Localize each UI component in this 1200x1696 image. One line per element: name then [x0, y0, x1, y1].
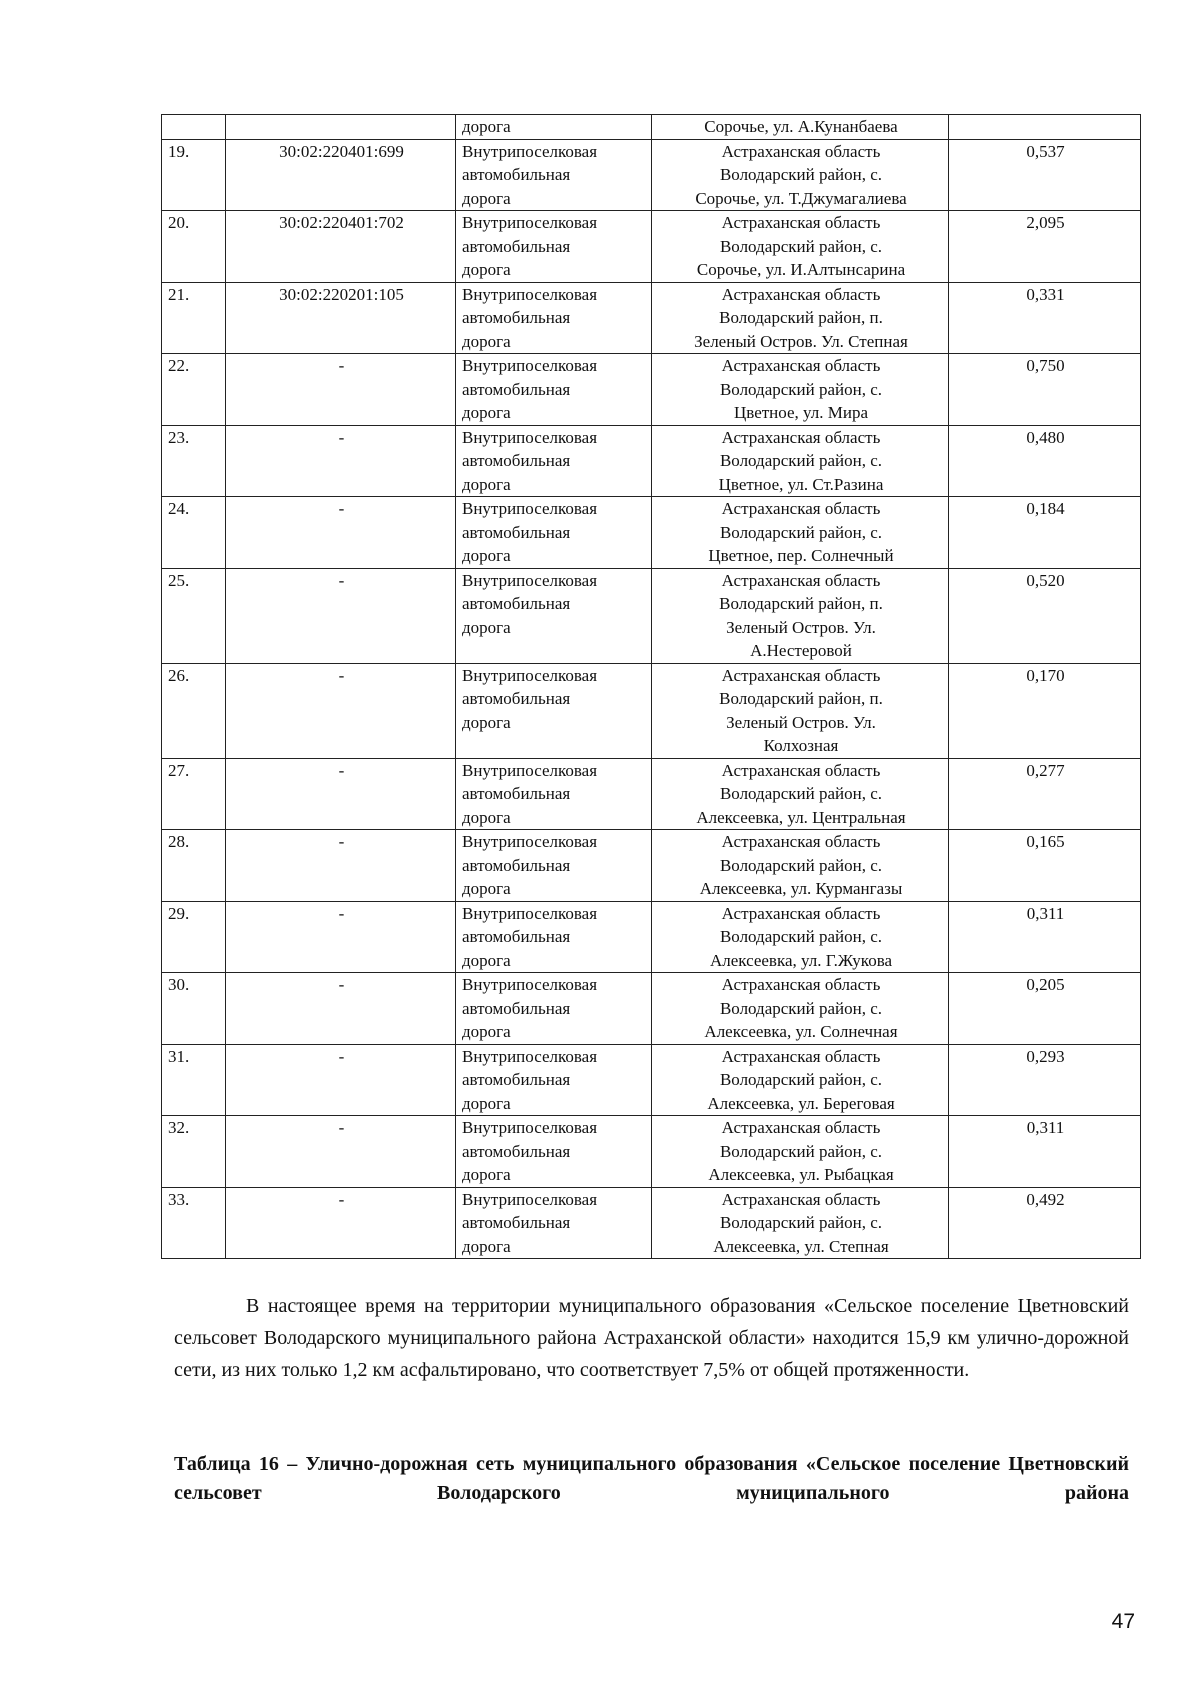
road-type-cell: [456, 568, 652, 663]
row-number-cell: 32.: [162, 1116, 226, 1188]
road-type-cell-line: автомобильная: [462, 855, 571, 875]
road-type-cell-line: автомобильная: [462, 165, 571, 184]
row-number-cell: 33.: [162, 1187, 226, 1259]
cadastral-number-cell: 30:02:220401:702: [226, 211, 456, 283]
address-cell-line: Астраханская область: [721, 903, 881, 923]
road-type-cell-line: автомобильная: [462, 927, 571, 946]
address-cell-line: Астраханская область: [721, 356, 881, 375]
address-cell: [652, 354, 949, 426]
roads-table: [161, 114, 1141, 1259]
address-cell: [652, 282, 949, 354]
row-number-cell: 23.: [162, 425, 226, 497]
cadastral-number-cell: 30:02:220401:699: [226, 139, 456, 211]
address-cell-line: Алексеевка, ул. Солнечная: [704, 1022, 898, 1041]
address-cell-line: Володарский район, п.: [719, 594, 883, 613]
road-type-cell: [456, 425, 652, 497]
address-cell: [652, 568, 949, 663]
address-cell-line: Астраханская область: [721, 427, 881, 447]
road-type-cell: [456, 211, 652, 283]
address-cell-line: Зеленый Остров. Ул.: [726, 617, 876, 637]
address-cell-line: Астраханская область: [721, 499, 881, 518]
address-cell-line: Астраханская область: [721, 760, 881, 780]
road-type-cell-line: дорога: [462, 403, 511, 422]
road-type-cell-line: автомобильная: [462, 998, 571, 1018]
address-cell-line: Колхозная: [763, 736, 839, 755]
address-cell: [652, 663, 949, 758]
length-cell: 0,184: [949, 497, 1141, 569]
length-cell: 0,293: [949, 1044, 1141, 1116]
address-cell-line: Сорочье, ул. А.Кунанбаева: [704, 117, 898, 136]
address-cell: [652, 1187, 949, 1259]
row-number-cell: 27.: [162, 758, 226, 830]
address-cell-line: Володарский район, с.: [719, 165, 883, 184]
road-type-cell-line: Внутрипоселковая: [462, 1046, 598, 1066]
body-paragraph: [174, 1290, 1129, 1386]
address-cell-line: Алексеевка, ул. Центральная: [696, 807, 906, 827]
length-cell: 0,480: [949, 425, 1141, 497]
address-cell: [652, 758, 949, 830]
table-row: [162, 568, 1141, 663]
road-type-cell-line: дорога: [462, 188, 511, 208]
address-cell: [652, 425, 949, 497]
length-cell: 2,095: [949, 211, 1141, 283]
table-row: [162, 1116, 1141, 1188]
address-cell-line: Астраханская область: [721, 570, 881, 590]
row-number-cell: 20.: [162, 211, 226, 283]
cadastral-number-cell: -: [226, 973, 456, 1045]
road-type-cell-line: автомобильная: [462, 594, 571, 613]
road-type-cell: [456, 282, 652, 354]
length-cell: 0,750: [949, 354, 1141, 426]
road-type-cell-line: дорога: [462, 879, 511, 898]
road-type-cell: [456, 1044, 652, 1116]
address-cell-line: Володарский район, с.: [719, 855, 883, 875]
table-row: [162, 973, 1141, 1045]
road-type-cell: [456, 139, 652, 211]
cadastral-number-cell: -: [226, 425, 456, 497]
address-cell-line: Астраханская область: [721, 1118, 881, 1137]
table-row: [162, 1187, 1141, 1259]
road-type-cell-line: Внутрипоселковая: [462, 760, 598, 780]
address-cell-line: Астраханская область: [721, 1046, 881, 1066]
road-type-cell-line: Внутрипоселковая: [462, 665, 598, 685]
address-cell: [652, 830, 949, 902]
road-type-cell-line: дорога: [462, 331, 511, 351]
table-row: [162, 115, 1141, 140]
road-type-cell-line: дорога: [462, 117, 511, 136]
cadastral-number-cell: -: [226, 497, 456, 569]
address-cell-line: Цветное, ул. Ст.Разина: [718, 474, 884, 494]
roads-table-body: [162, 115, 1141, 1259]
cadastral-number-cell: [226, 115, 456, 140]
table-row: [162, 211, 1141, 283]
address-cell-line: Сорочье, ул. И.Алтынсарина: [696, 260, 906, 279]
address-cell-line: Зеленый Остров. Ул.: [726, 712, 876, 732]
road-type-cell-line: дорога: [462, 950, 511, 970]
road-type-cell: [456, 758, 652, 830]
paragraph-text: В настоящее время на территории муниципального образования «Сельское поселение Цветновский сельсовет Володарского муниципального района Астраханской области» находится 15,9 км улично-дорожной сети, из них только 1,2 км асфальтировано, что соответствует 7,5% от общей протяженности.: [174, 1295, 1129, 1381]
cadastral-number-cell: -: [226, 758, 456, 830]
road-type-cell-line: автомобильная: [462, 308, 571, 327]
address-cell-line: Цветное, пер. Солнечный: [708, 546, 894, 565]
address-cell-line: Володарский район, п.: [719, 689, 883, 708]
length-cell: 0,311: [949, 901, 1141, 973]
address-cell-line: Володарский район, с.: [719, 1070, 883, 1089]
road-type-cell-line: дорога: [462, 712, 511, 732]
road-type-cell-line: дорога: [462, 474, 511, 494]
row-number-cell: 31.: [162, 1044, 226, 1116]
address-cell-line: Астраханская область: [721, 975, 881, 994]
table-row: [162, 139, 1141, 211]
length-cell: 0,170: [949, 663, 1141, 758]
row-number-cell: 29.: [162, 901, 226, 973]
road-type-cell-line: Внутрипоселковая: [462, 570, 598, 590]
road-type-cell-line: Внутрипоселковая: [462, 832, 598, 851]
length-cell: 0,311: [949, 1116, 1141, 1188]
road-type-cell-line: Внутрипоселковая: [462, 975, 598, 994]
address-cell-line: Алексеевка, ул. Степная: [713, 1236, 889, 1256]
caption-text: Таблица 16 – Улично-дорожная сеть муниципального образования «Сельское поселение Цветновский сельсовет Володарского муниципального района: [174, 1453, 1129, 1504]
road-type-cell: [456, 663, 652, 758]
road-type-cell-line: Внутрипоселковая: [462, 1118, 598, 1137]
cadastral-number-cell: -: [226, 1044, 456, 1116]
table-row: [162, 497, 1141, 569]
table-row: [162, 758, 1141, 830]
address-cell: [652, 1044, 949, 1116]
row-number-cell: 26.: [162, 663, 226, 758]
page-number: 47: [1111, 1610, 1135, 1633]
road-type-cell-line: дорога: [462, 1165, 511, 1184]
row-number-cell: 19.: [162, 139, 226, 211]
road-type-cell-line: Внутрипоселковая: [462, 284, 598, 304]
table-row: [162, 282, 1141, 354]
address-cell: [652, 115, 949, 140]
address-cell-line: Володарский район, с.: [719, 998, 883, 1018]
table-caption: [174, 1450, 1129, 1508]
road-type-cell-line: Внутрипоселковая: [462, 903, 598, 923]
address-cell-line: Володарский район, с.: [719, 451, 883, 470]
road-type-cell-line: дорога: [462, 807, 511, 827]
table-row: [162, 1044, 1141, 1116]
road-type-cell-line: Внутрипоселковая: [462, 356, 598, 375]
address-cell-line: Володарский район, с.: [719, 1141, 883, 1161]
road-type-cell-line: автомобильная: [462, 1070, 571, 1089]
road-type-cell-line: Внутрипоселковая: [462, 499, 598, 518]
cadastral-number-cell: -: [226, 1116, 456, 1188]
address-cell-line: Астраханская область: [721, 832, 881, 851]
road-type-cell-line: дорога: [462, 1022, 511, 1041]
address-cell-line: Астраханская область: [721, 213, 881, 232]
road-type-cell-line: дорога: [462, 617, 511, 637]
address-cell-line: Алексеевка, ул. Курмангазы: [699, 879, 903, 898]
address-cell-line: Цветное, ул. Мира: [733, 403, 869, 422]
length-cell: 0,205: [949, 973, 1141, 1045]
address-cell-line: Алексеевка, ул. Г.Жукова: [709, 950, 893, 970]
address-cell: [652, 497, 949, 569]
length-cell: 0,331: [949, 282, 1141, 354]
length-cell: 0,277: [949, 758, 1141, 830]
road-type-cell: [456, 354, 652, 426]
road-type-cell-line: автомобильная: [462, 1141, 571, 1161]
length-cell: [949, 115, 1141, 140]
road-type-cell-line: дорога: [462, 1093, 511, 1113]
address-cell-line: А.Нестеровой: [750, 641, 852, 660]
table-row: [162, 425, 1141, 497]
address-cell-line: Володарский район, с.: [719, 927, 883, 946]
road-type-cell-line: Внутрипоселковая: [462, 141, 598, 161]
road-type-cell-line: Внутрипоселковая: [462, 427, 598, 447]
length-cell: 0,537: [949, 139, 1141, 211]
row-number-cell: 22.: [162, 354, 226, 426]
address-cell: [652, 211, 949, 283]
address-cell: [652, 139, 949, 211]
road-type-cell-line: дорога: [462, 1236, 511, 1256]
cadastral-number-cell: -: [226, 568, 456, 663]
address-cell-line: Зеленый Остров. Ул. Степная: [694, 331, 908, 351]
road-type-cell: [456, 973, 652, 1045]
row-number-cell: 24.: [162, 497, 226, 569]
road-type-cell-line: автомобильная: [462, 784, 571, 803]
cadastral-number-cell: -: [226, 1187, 456, 1259]
address-cell-line: Астраханская область: [721, 665, 881, 685]
road-type-cell-line: дорога: [462, 260, 511, 279]
road-type-cell: [456, 901, 652, 973]
road-type-cell-line: автомобильная: [462, 522, 571, 542]
address-cell-line: Алексеевка, ул. Рыбацкая: [708, 1165, 894, 1184]
address-cell-line: Володарский район, с.: [719, 236, 883, 256]
cadastral-number-cell: 30:02:220201:105: [226, 282, 456, 354]
table-row: [162, 663, 1141, 758]
road-type-cell: [456, 115, 652, 140]
address-cell-line: Володарский район, с.: [719, 784, 883, 803]
row-number-cell: 25.: [162, 568, 226, 663]
address-cell-line: Сорочье, ул. Т.Джумагалиева: [695, 188, 907, 208]
cadastral-number-cell: -: [226, 901, 456, 973]
road-type-cell: [456, 1187, 652, 1259]
table-row: [162, 354, 1141, 426]
address-cell-line: Володарский район, с.: [719, 522, 883, 542]
road-type-cell-line: дорога: [462, 546, 511, 565]
address-cell-line: Володарский район, с.: [719, 1213, 883, 1232]
length-cell: 0,492: [949, 1187, 1141, 1259]
cadastral-number-cell: -: [226, 354, 456, 426]
address-cell-line: Алексеевка, ул. Береговая: [707, 1093, 895, 1113]
road-type-cell-line: автомобильная: [462, 689, 571, 708]
cadastral-number-cell: -: [226, 663, 456, 758]
road-type-cell-line: Внутрипоселковая: [462, 213, 598, 232]
address-cell-line: Володарский район, п.: [719, 308, 883, 327]
address-cell-line: Астраханская область: [721, 284, 881, 304]
row-number-cell: 28.: [162, 830, 226, 902]
road-type-cell-line: автомобильная: [462, 379, 571, 399]
length-cell: 0,165: [949, 830, 1141, 902]
row-number-cell: 30.: [162, 973, 226, 1045]
address-cell-line: Астраханская область: [721, 141, 881, 161]
address-cell-line: Володарский район, с.: [719, 379, 883, 399]
address-cell-line: Астраханская область: [721, 1189, 881, 1209]
length-cell: 0,520: [949, 568, 1141, 663]
address-cell: [652, 1116, 949, 1188]
table-row: [162, 901, 1141, 973]
road-type-cell: [456, 1116, 652, 1188]
row-number-cell: 21.: [162, 282, 226, 354]
row-number-cell: [162, 115, 226, 140]
address-cell: [652, 973, 949, 1045]
address-cell: [652, 901, 949, 973]
road-type-cell-line: автомобильная: [462, 236, 571, 256]
road-type-cell-line: автомобильная: [462, 1213, 571, 1232]
road-type-cell: [456, 830, 652, 902]
road-type-cell-line: автомобильная: [462, 451, 571, 470]
road-type-cell-line: Внутрипоселковая: [462, 1189, 598, 1209]
table-row: [162, 830, 1141, 902]
road-type-cell: [456, 497, 652, 569]
cadastral-number-cell: -: [226, 830, 456, 902]
